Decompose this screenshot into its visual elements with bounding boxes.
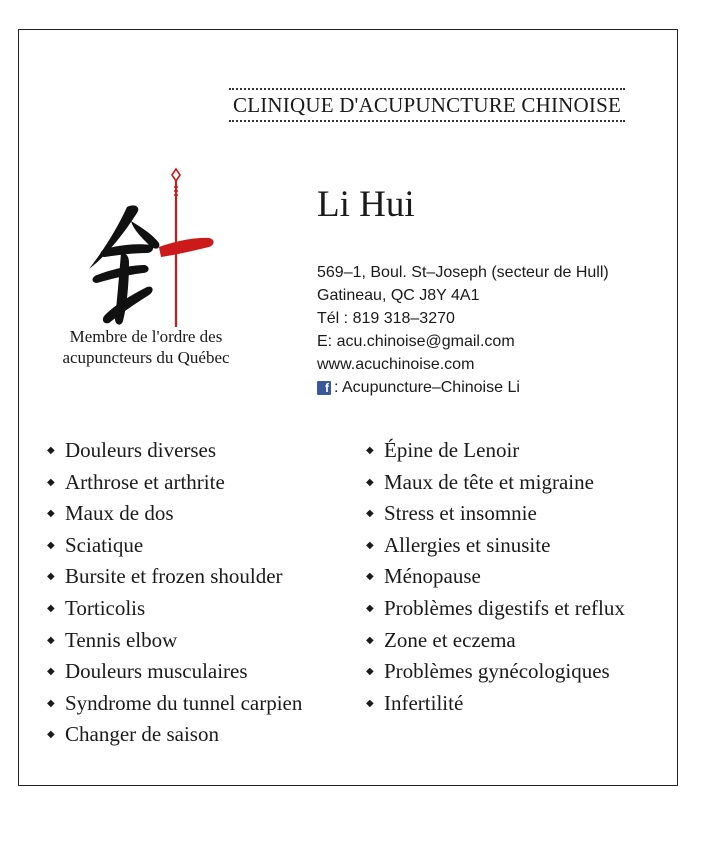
address-line-1: 569–1, Boul. St–Joseph (secteur de Hull) <box>317 264 609 281</box>
list-item: ◆ Ménopause <box>364 561 625 593</box>
list-item: ◆ Torticolis <box>45 593 302 625</box>
contact-block <box>317 261 609 399</box>
email[interactable]: E: acu.chinoise@gmail.com <box>317 333 515 350</box>
conditions-list-right <box>364 435 625 719</box>
practitioner-name: Li Hui <box>317 184 415 225</box>
facebook-page[interactable]: : Acupuncture–Chinoise Li <box>334 379 520 396</box>
list-item: ◆ Allergies et sinusite <box>364 530 625 562</box>
website-link[interactable]: www.acuchinoise.com <box>317 356 475 373</box>
needle-character-icon <box>75 165 225 335</box>
list-item: ◆ Zone et eczema <box>364 625 625 657</box>
clinic-title: CLINIQUE D'ACUPUNCTURE CHINOISE <box>229 88 625 122</box>
list-item: ◆ Problèmes gynécologiques <box>364 656 625 688</box>
list-item: ◆ Épine de Lenoir <box>364 435 625 467</box>
membership-note <box>41 326 251 368</box>
list-item: ◆ Douleurs musculaires <box>45 656 302 688</box>
facebook-icon: f <box>317 381 331 395</box>
list-item: ◆ Problèmes digestifs et reflux <box>364 593 625 625</box>
list-item: ◆ Syndrome du tunnel carpien <box>45 688 302 720</box>
list-item: ◆ Changer de saison <box>45 719 302 751</box>
list-item: ◆ Bursite et frozen shoulder <box>45 561 302 593</box>
list-item: ◆ Sciatique <box>45 530 302 562</box>
list-item: ◆ Arthrose et arthrite <box>45 467 302 499</box>
phone: Tél : 819 318–3270 <box>317 310 455 327</box>
facebook-row[interactable] <box>317 376 609 399</box>
list-item: ◆ Maux de tête et migraine <box>364 467 625 499</box>
list-item: ◆ Stress et insomnie <box>364 498 625 530</box>
conditions-list-left <box>45 435 302 751</box>
business-card <box>18 29 678 786</box>
list-item: ◆ Maux de dos <box>45 498 302 530</box>
acupuncture-logo-icon <box>75 165 225 335</box>
membership-line-1: Membre de l'ordre des <box>69 327 223 346</box>
list-item: ◆ Tennis elbow <box>45 625 302 657</box>
address-line-2: Gatineau, QC J8Y 4A1 <box>317 287 480 304</box>
list-item: ◆ Douleurs diverses <box>45 435 302 467</box>
list-item: ◆ Infertilité <box>364 688 625 720</box>
membership-line-2: acupuncteurs du Québec <box>62 348 230 367</box>
